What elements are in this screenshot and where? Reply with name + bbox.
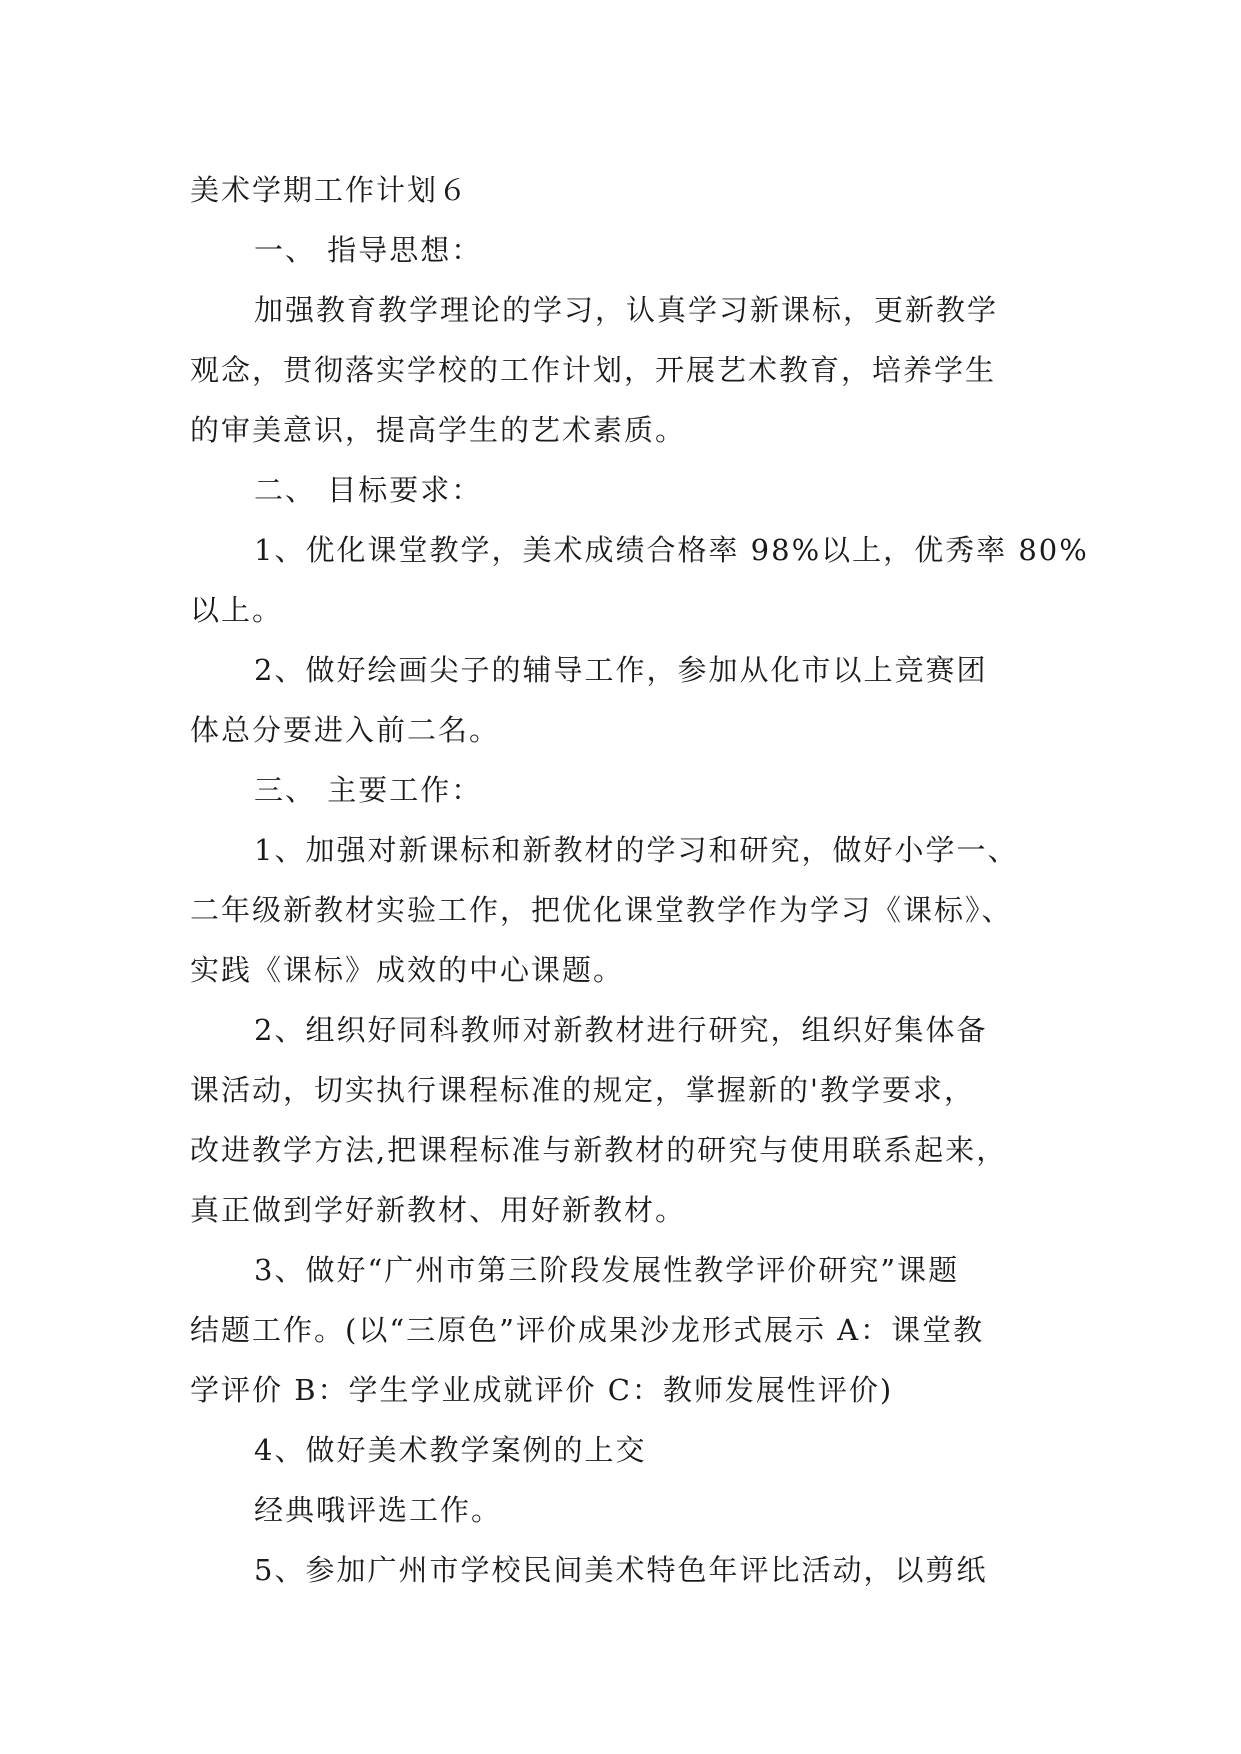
text-line: 4、做好美术教学案例的上交 <box>254 1433 647 1467</box>
text-line: 真正做到学好新教材、用好新教材。 <box>190 1193 687 1227</box>
text-line: 以上。 <box>190 593 284 627</box>
text-line: 改进教学方法,把课程标准与新教材的研究与使用联系起来， <box>190 1133 1008 1167</box>
text-line: 3、做好“广州市第三阶段发展性教学评价研究”课题 <box>254 1253 960 1287</box>
text-line: 经典哦评选工作。 <box>254 1493 503 1527</box>
text-line: 学评价 B：学生学业成就评价 C：教师发展性评价) <box>190 1373 894 1407</box>
text-line: 体总分要进入前二名。 <box>190 713 501 747</box>
text-line: 三、 主要工作： <box>254 773 483 807</box>
text-line: 课活动，切实执行课程标准的规定，掌握新的'教学要求， <box>190 1073 975 1107</box>
text-line: 5、参加广州市学校民间美术特色年评比活动，以剪纸 <box>254 1553 988 1587</box>
document-title: 美术学期工作计划６ <box>190 173 470 207</box>
text-line: 1、优化课堂教学，美术成绩合格率 98%以上，优秀率 80% <box>254 533 1089 567</box>
text-line: 2、做好绘画尖子的辅导工作，参加从化市以上竞赛团 <box>254 653 988 687</box>
text-line: 结题工作。(以“三原色”评价成果沙龙形式展示 A：课堂教 <box>190 1313 985 1347</box>
text-line: 二、 目标要求： <box>254 473 483 507</box>
text-line: 观念，贯彻落实学校的工作计划，开展艺术教育，培养学生 <box>190 353 997 387</box>
text-line: 加强教育教学理论的学习，认真学习新课标，更新教学 <box>254 293 999 327</box>
text-line: 1、加强对新课标和新教材的学习和研究，做好小学一、 <box>254 833 1019 867</box>
paragraph-lines <box>190 220 1089 1600</box>
text-line: 一、 指导思想： <box>254 233 483 267</box>
text-line: 实践《课标》成效的中心课题。 <box>190 953 625 987</box>
text-line: 二年级新教材实验工作，把优化课堂教学作为学习《课标》、 <box>190 893 1013 927</box>
document-body <box>190 160 1089 1600</box>
text-line: 2、组织好同科教师对新教材进行研究，组织好集体备 <box>254 1013 988 1047</box>
text-line: 的审美意识，提高学生的艺术素质。 <box>190 413 687 447</box>
